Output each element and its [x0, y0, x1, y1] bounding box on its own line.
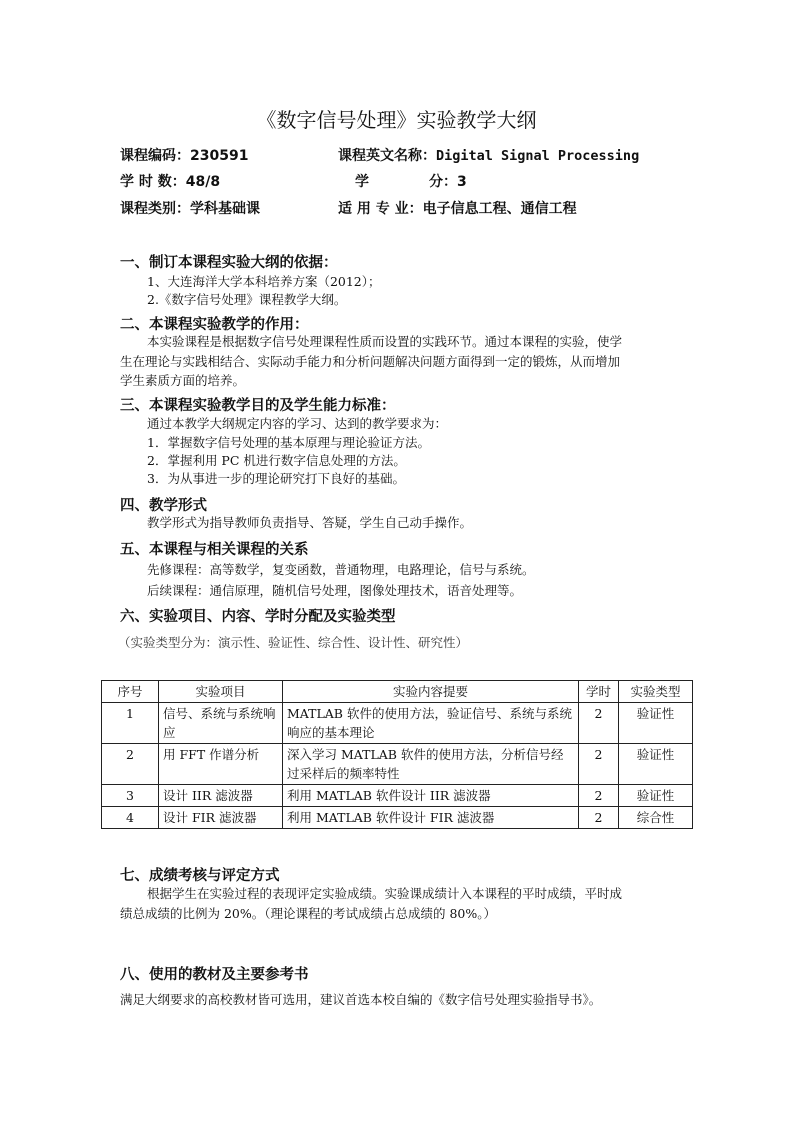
- cell: 3: [102, 785, 159, 807]
- label: 学: [355, 174, 369, 190]
- section-heading: 三、本课程实验教学目的及学生能力标准：: [120, 398, 396, 414]
- cell: 验证性: [619, 703, 693, 744]
- label: 学 时 数：: [120, 174, 186, 190]
- value: 3: [457, 174, 467, 190]
- column-header: 实验项目: [159, 681, 283, 703]
- cell: 利用 MATLAB 软件设计 IIR 滤波器: [283, 785, 579, 807]
- section-heading: 一、制订本课程实验大纲的依据：: [120, 255, 338, 271]
- text-line: 绩总成绩的比例为 20%。（理论课程的考试成绩占总成绩的 80%。）: [120, 906, 497, 921]
- text-line: 2.《数字信号处理》课程教学大纲。: [147, 292, 347, 307]
- column-header: 实验内容提要: [283, 681, 579, 703]
- table-header-row: [102, 681, 693, 703]
- column-header: 学时: [579, 681, 619, 703]
- column-header: 序号: [102, 681, 159, 703]
- label: 课程英文名称：: [338, 148, 436, 164]
- label: 分：: [429, 174, 457, 190]
- column-header: 实验类型: [619, 681, 693, 703]
- text-line: 1．掌握数字信号处理的基本原理与理论验证方法。: [147, 435, 430, 450]
- value: Digital Signal Processing: [436, 148, 640, 164]
- text-line: 教学形式为指导教师负责指导、答疑，学生自己动手操作。: [147, 515, 473, 530]
- text-line: 3．为从事进一步的理论研究打下良好的基础。: [147, 471, 405, 486]
- text-line: 1、大连海洋大学本科培养方案（2012）；: [147, 274, 381, 289]
- section-heading: 八、使用的教材及主要参考书: [120, 967, 309, 983]
- cell: MATLAB 软件的使用方法，验证信号、系统与系统响应的基本理论: [283, 703, 579, 744]
- cell: 信号、系统与系统响应: [159, 703, 283, 744]
- value: 230591: [190, 148, 249, 164]
- cell: 设计 IIR 滤波器: [159, 785, 283, 807]
- section-heading: 六、实验项目、内容、学时分配及实验类型: [120, 609, 396, 625]
- value: 电子信息工程、通信工程: [422, 201, 577, 217]
- text-line: 先修课程：高等数学，复变函数，普通物理，电路理论，信号与系统。: [147, 562, 535, 577]
- cell: 验证性: [619, 744, 693, 785]
- course-category: [120, 198, 260, 218]
- text-line: 学生素质方面的培养。: [120, 373, 246, 388]
- table-row: [102, 807, 693, 829]
- section-heading: 四、教学形式: [120, 498, 207, 514]
- cell: 综合性: [619, 807, 693, 829]
- cell: 深入学习 MATLAB 软件的使用方法，分析信号经过采样后的频率特性: [283, 744, 579, 785]
- table-row: [102, 703, 693, 744]
- cell: 验证性: [619, 785, 693, 807]
- label: 适 用 专 业：: [338, 201, 423, 217]
- value: 学科基础课: [190, 201, 260, 217]
- course-credit: [355, 171, 467, 191]
- cell: 2: [579, 807, 619, 829]
- value: 48/8: [185, 174, 221, 190]
- text-line: 满足大纲要求的高校教材皆可选用，建议首选本校自编的《数字信号处理实验指导书》。: [120, 992, 602, 1007]
- cell: 利用 MATLAB 软件设计 FIR 滤波器: [283, 807, 579, 829]
- text-line: 通过本教学大纲规定内容的学习、达到的教学要求为：: [147, 416, 448, 431]
- course-hours: [120, 171, 220, 191]
- cell: 2: [579, 703, 619, 744]
- text-line: 本实验课程是根据数字信号处理课程性质而设置的实践环节。通过本课程的实验，使学: [147, 334, 623, 349]
- experiment-table: [101, 680, 693, 829]
- text-line: 根据学生在实验过程的表现评定实验成绩。实验课成绩计入本课程的平时成绩，平时成: [147, 886, 623, 901]
- section-heading: 五、本课程与相关课程的关系: [120, 542, 309, 558]
- page-title: 《数字信号处理》实验教学大纲: [256, 108, 537, 132]
- table-row: [102, 785, 693, 807]
- cell: 2: [579, 744, 619, 785]
- table-row: [102, 744, 693, 785]
- cell: 2: [102, 744, 159, 785]
- text-line: 2．掌握利用 PC 机进行数字信息处理的方法。: [147, 453, 406, 468]
- section-heading: 二、本课程实验教学的作用：: [120, 317, 309, 333]
- cell: 用 FFT 作谱分析: [159, 744, 283, 785]
- cell: 2: [579, 785, 619, 807]
- text-line: 生在理论与实践相结合、实际动手能力和分析问题解决问题方面得到一定的锻炼，从而增加: [120, 354, 621, 369]
- label: 课程编码：: [120, 148, 190, 164]
- cell: 1: [102, 703, 159, 744]
- cell: 4: [102, 807, 159, 829]
- course-code: [120, 145, 248, 165]
- label: 课程类别：: [120, 201, 190, 217]
- cell: 设计 FIR 滤波器: [159, 807, 283, 829]
- text-line: 后续课程：通信原理，随机信号处理，图像处理技术，语音处理等。: [147, 583, 523, 598]
- course-major: [338, 198, 577, 218]
- course-english-name: [338, 145, 639, 165]
- section-heading: 七、成绩考核与评定方式: [120, 868, 280, 884]
- experiment-type-note: （实验类型分为：演示性、验证性、综合性、设计性、研究性）: [118, 635, 469, 650]
